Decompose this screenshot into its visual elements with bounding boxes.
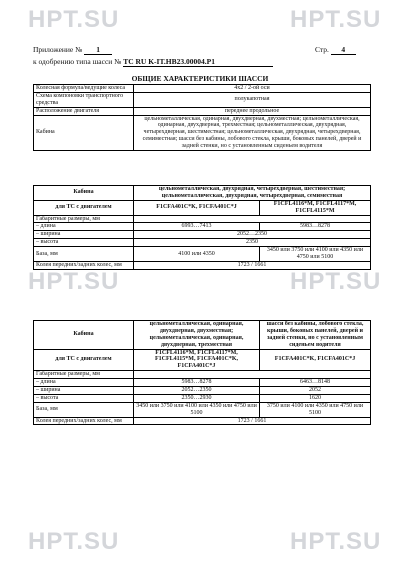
height-label: – высота bbox=[34, 394, 134, 402]
watermark: HPT.SU bbox=[28, 6, 120, 33]
table-row bbox=[34, 394, 371, 402]
length-col-2: 6463…8148 bbox=[260, 379, 371, 387]
height-col-1: 2350…2930 bbox=[134, 394, 260, 402]
spec-table-1 bbox=[33, 185, 371, 270]
base-col-1: 4100 или 4350 bbox=[134, 247, 260, 262]
watermark: HPT.SU bbox=[28, 528, 120, 555]
table-row bbox=[34, 239, 371, 247]
track-label: Колея передних/задних колес, мм bbox=[34, 417, 134, 425]
page-title: ОБЩИЕ ХАРАКТЕРИСТИКИ ШАССИ bbox=[131, 74, 269, 83]
cab-value: цельнометаллическая, двухрядная, четырехдверная, шестиместная; цельнометаллическая, двухрядная, четырехдверная, семиместная bbox=[134, 186, 371, 201]
base-col-2: 3750 или 4100 или 4350 или 4750 или 5100 bbox=[260, 402, 371, 417]
approval-number: TC RU K-IT.HB23.00004.P1 bbox=[123, 57, 273, 67]
engine-col-1: F1CFL4116*M, F1CFL4117*M, F1CFL4115*M, F1CFA401C*K, F1CFA401C*J bbox=[134, 349, 260, 371]
row-label: Расположение двигателя bbox=[34, 107, 134, 115]
table-row bbox=[34, 379, 371, 387]
base-label: База, мм bbox=[34, 247, 134, 262]
watermark: HPT.SU bbox=[28, 268, 120, 295]
length-col-2: 5983…8278 bbox=[260, 223, 371, 231]
engine-col-2: F1CFA401C*K, F1CFA401C*J bbox=[260, 349, 371, 371]
cab-col-1: цельнометаллическая, одинарная, двухдверная, двухместная; цельнометаллическая, одинарная, двухдверная, трехместная bbox=[134, 321, 260, 350]
dims-label: Габаритные размеры, мм bbox=[34, 371, 134, 379]
watermark: HPT.SU bbox=[290, 268, 382, 295]
table-row bbox=[34, 261, 371, 269]
table-row bbox=[34, 115, 371, 150]
row-value: переднее продольное bbox=[134, 107, 371, 115]
watermark: HPT.SU bbox=[290, 6, 382, 33]
table-row bbox=[34, 85, 371, 93]
track-value: 1723 / 1661 bbox=[134, 417, 371, 425]
height-label: – высота bbox=[34, 239, 134, 247]
table-row bbox=[34, 231, 371, 239]
height-value: 2350 bbox=[134, 239, 371, 247]
table-row bbox=[34, 107, 371, 115]
row-value: цельнометаллическая, одинарная, двухдверная, двухместная; цельнометаллическая, одинарная, двухдверная, трехместная; цельнометаллическая, двухрядная, четырехдверная, шестиместная; цельнометаллическая, двухрядная, четырехдверная, семиместная; шасси без кабины, лобового стекла, крыши, боковых панелей, дверей и задней стенки, но с установленным сиденьем водителя bbox=[134, 115, 371, 150]
track-label: Колея передних/задних колес, мм bbox=[34, 261, 134, 269]
row-label: Схема компоновки транспортного средства bbox=[34, 92, 134, 107]
page-number: 4 bbox=[331, 45, 356, 55]
length-label: – длина bbox=[34, 223, 134, 231]
table-row bbox=[34, 186, 371, 201]
width-label: – ширина bbox=[34, 231, 134, 239]
table-row bbox=[34, 92, 371, 107]
table-row bbox=[34, 321, 371, 350]
table-row bbox=[34, 215, 371, 223]
base-col-1: 3450 или 3750 или 4100 или 4350 или 4750 или 5100 bbox=[134, 402, 260, 417]
table-row bbox=[34, 247, 371, 262]
table-row bbox=[34, 387, 371, 395]
base-col-2: 3450 или 3750 или 4100 или 4350 или 4750 или 5100 bbox=[260, 247, 371, 262]
engine-label: для ТС с двигателем bbox=[34, 349, 134, 371]
engine-label: для ТС с двигателем bbox=[34, 200, 134, 215]
table-row bbox=[34, 417, 371, 425]
engine-col-1: F1CFA401C*K, F1CFA401C*J bbox=[134, 200, 260, 215]
cab-col-2: шасси без кабины, лобового стекла, крыши, боковых панелей, дверей и задней стенки, но с установленным сиденьем водителя bbox=[260, 321, 371, 350]
width-value: 2052…2350 bbox=[134, 231, 371, 239]
table-row bbox=[34, 349, 371, 371]
base-label: База, мм bbox=[34, 402, 134, 417]
engine-col-2: F1CFL4116*M, F1CFL4117*M, F1CFL4115*M bbox=[260, 200, 371, 215]
height-col-2: 1620 bbox=[260, 394, 371, 402]
row-value: полукапотная bbox=[134, 92, 371, 107]
width-col-1: 2052…2350 bbox=[134, 387, 260, 395]
appendix-line bbox=[33, 45, 112, 55]
row-label: Кабина bbox=[34, 115, 134, 150]
width-label: – ширина bbox=[34, 387, 134, 395]
cab-label: Кабина bbox=[34, 321, 134, 350]
approval-prefix: к одобрению типа шасси № bbox=[33, 57, 122, 66]
table-row bbox=[34, 402, 371, 417]
cab-label: Кабина bbox=[34, 186, 134, 201]
page-line bbox=[315, 45, 356, 55]
approval-line bbox=[33, 57, 273, 67]
row-value: 4х2 / 2-ой оси bbox=[134, 85, 371, 93]
row-label: Колесная формула/ведущие колеса bbox=[34, 85, 134, 93]
watermark: HPT.SU bbox=[290, 528, 382, 555]
table-row bbox=[34, 371, 371, 379]
length-label: – длина bbox=[34, 379, 134, 387]
table-row bbox=[34, 223, 371, 231]
appendix-label: Приложение № bbox=[33, 45, 83, 54]
spec-table-2 bbox=[33, 320, 371, 425]
dims-label: Габаритные размеры, мм bbox=[34, 215, 134, 223]
track-value: 1723 / 1661 bbox=[134, 261, 371, 269]
table-row bbox=[34, 200, 371, 215]
width-col-2: 2052 bbox=[260, 387, 371, 395]
length-col-1: 6993…7413 bbox=[134, 223, 260, 231]
general-table bbox=[33, 84, 371, 151]
length-col-1: 5983…8278 bbox=[134, 379, 260, 387]
page-label: Стр. bbox=[315, 45, 329, 54]
appendix-number: 1 bbox=[84, 45, 112, 55]
